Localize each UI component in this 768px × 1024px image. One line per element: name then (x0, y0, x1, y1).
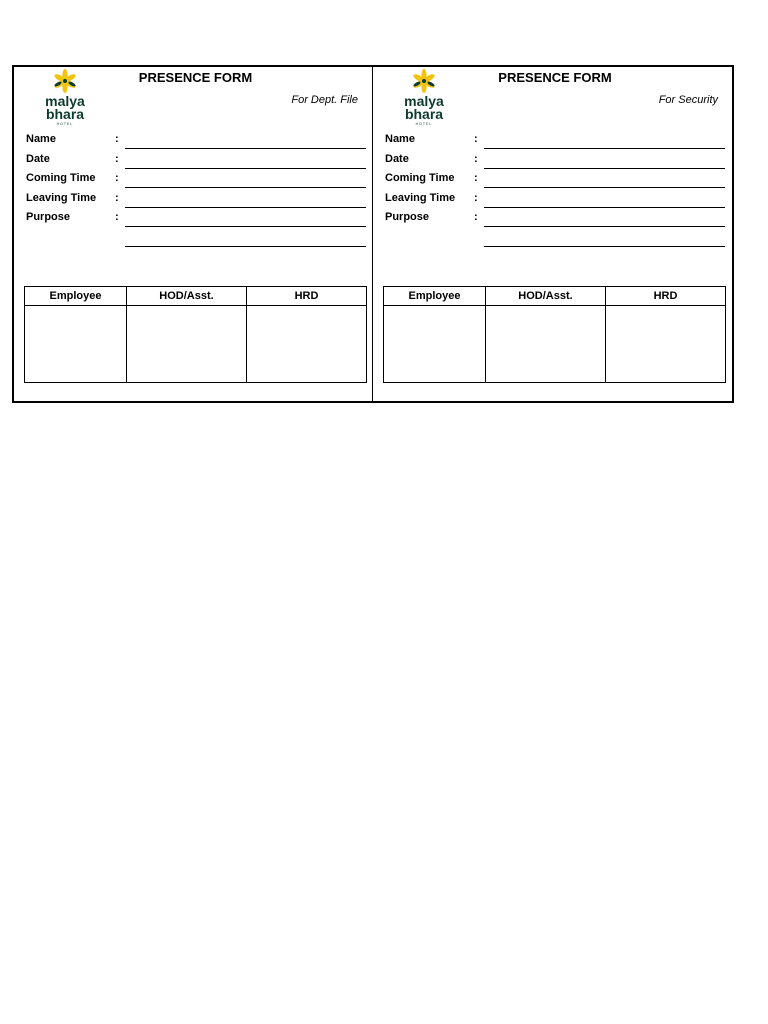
form-copy-security (373, 67, 732, 401)
field-colon: : (115, 133, 119, 145)
copy-label: For Security (658, 94, 718, 106)
field-label: Name (385, 133, 415, 145)
field-label: Leaving Time (26, 191, 97, 204)
signature-header-employee: Employee (25, 287, 127, 306)
signature-box-hod[interactable] (486, 306, 606, 383)
field-coming-time (385, 170, 725, 190)
copy-label: For Dept. File (291, 94, 358, 106)
purpose-write-line[interactable] (125, 226, 366, 227)
field-purpose (26, 209, 366, 229)
brand-line2: bhara (404, 106, 444, 122)
field-colon: : (474, 152, 478, 165)
field-label: Date (26, 152, 50, 165)
field-colon: : (115, 191, 119, 204)
signature-box-hod[interactable] (127, 306, 247, 383)
field-colon: : (115, 152, 119, 165)
leaving-time-write-line[interactable] (125, 207, 366, 208)
field-leaving-time (26, 190, 366, 210)
field-label: Purpose (385, 211, 430, 223)
signature-table (383, 286, 726, 383)
date-write-line[interactable] (125, 168, 366, 169)
field-leaving-time (385, 190, 725, 210)
field-colon: : (115, 172, 119, 184)
field-label: Coming Time (26, 172, 96, 184)
field-label: Purpose (26, 211, 71, 223)
presence-form-sheet (12, 65, 734, 403)
form-fields (26, 131, 366, 248)
field-date (26, 151, 366, 171)
brand-line1: malya (404, 93, 444, 109)
purpose-extra-write-line[interactable] (125, 246, 366, 247)
brand-line3: HOTEL (415, 122, 433, 126)
form-fields (385, 131, 725, 248)
signature-table (24, 286, 367, 383)
coming-time-write-line[interactable] (484, 187, 725, 188)
date-write-line[interactable] (484, 168, 725, 169)
field-colon: : (115, 211, 119, 223)
field-name (385, 131, 725, 151)
brand-line1: malya (45, 93, 85, 109)
field-name (26, 131, 366, 151)
purpose-write-line[interactable] (484, 226, 725, 227)
signature-header-hrd: HRD (247, 287, 367, 306)
field-label: Date (385, 152, 409, 165)
field-colon: : (474, 133, 478, 145)
form-title: PRESENCE FORM (498, 70, 612, 85)
field-purpose-continued (26, 229, 366, 249)
field-colon: : (474, 172, 478, 184)
field-label: Name (26, 133, 56, 145)
signature-header-employee: Employee (384, 287, 486, 306)
signature-header-hod: HOD/Asst. (127, 287, 247, 306)
purpose-extra-write-line[interactable] (484, 246, 725, 247)
field-purpose (385, 209, 725, 229)
field-label: Coming Time (385, 172, 455, 184)
signature-box-employee[interactable] (25, 306, 127, 383)
form-title: PRESENCE FORM (138, 70, 253, 85)
name-write-line[interactable] (484, 148, 725, 149)
brand-line3: HOTEL (56, 122, 74, 126)
coming-time-write-line[interactable] (125, 187, 366, 188)
field-coming-time (26, 170, 366, 190)
signature-header-hrd: HRD (606, 287, 726, 306)
brand-line2: bhara (45, 106, 85, 122)
signature-box-employee[interactable] (384, 306, 486, 383)
leaving-time-write-line[interactable] (484, 207, 725, 208)
field-date (385, 151, 725, 171)
signature-box-hrd[interactable] (606, 306, 726, 383)
field-purpose-continued (385, 229, 725, 249)
form-copy-dept-file (14, 67, 373, 401)
field-colon: : (474, 211, 478, 223)
name-write-line[interactable] (125, 148, 366, 149)
signature-box-hrd[interactable] (247, 306, 367, 383)
field-label: Leaving Time (385, 191, 456, 204)
field-colon: : (474, 191, 478, 204)
signature-header-hod: HOD/Asst. (486, 287, 606, 306)
